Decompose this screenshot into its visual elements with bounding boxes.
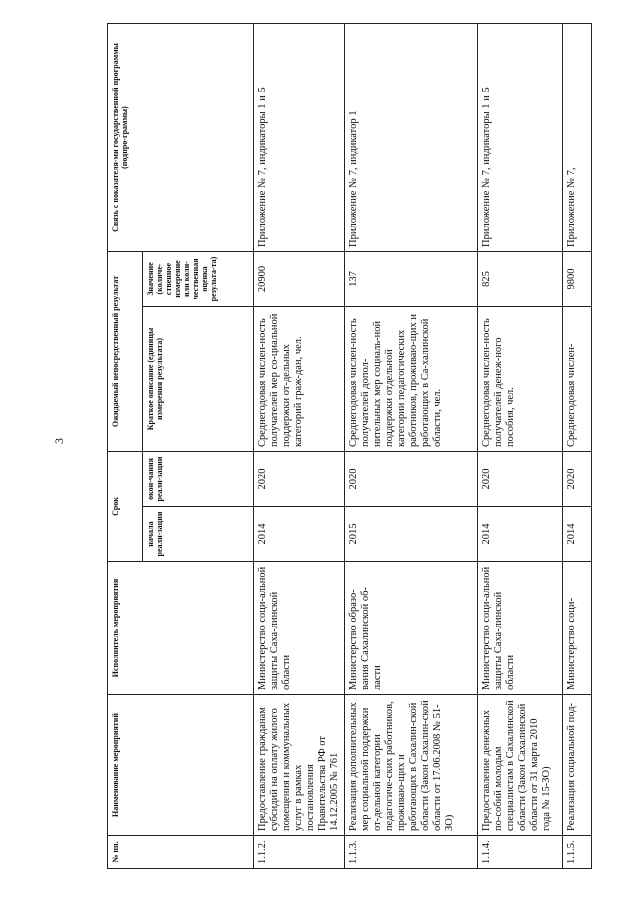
header-result-desc: Краткое описание (единицы измерения результата) bbox=[143, 307, 254, 452]
row-executor: Министерство соци- bbox=[563, 562, 592, 695]
row-name: Предоставление гражданам субсидий на оплату жилого помещения и коммунальных услуг в рамках постановления Правительства РФ от 14.12.2005 № 761 bbox=[254, 695, 345, 836]
table-row bbox=[254, 24, 345, 869]
row-num: 1.1.3. bbox=[345, 836, 478, 869]
header-result: Ожидаемый непосредственный результат bbox=[108, 252, 143, 452]
row-executor: Министерство соци-альной защиты Саха-линской области bbox=[254, 562, 345, 695]
table-row bbox=[478, 24, 563, 869]
row-num: 1.1.4. bbox=[478, 836, 563, 869]
row-value: 20900 bbox=[254, 252, 345, 307]
table-row bbox=[345, 24, 478, 869]
row-end: 2020 bbox=[254, 452, 345, 507]
row-desc: Среднегодовая числен- bbox=[563, 307, 592, 452]
row-link: Приложение № 7, индикатор 1 bbox=[345, 24, 478, 252]
row-executor: Министерство соци-альной защиты Саха-линской области bbox=[478, 562, 563, 695]
row-num: 1.1.2. bbox=[254, 836, 345, 869]
row-desc: Среднегодовая числен-ность получателей мер со-циальной поддержки от-дельных категорий граж-дан, чел. bbox=[254, 307, 345, 452]
row-end: 2020 bbox=[345, 452, 478, 507]
header-result-value: Значение (количе-ственное измерение или коли-чественная оценка результа-та) bbox=[143, 252, 254, 307]
row-start: 2015 bbox=[345, 507, 478, 562]
row-value: 825 bbox=[478, 252, 563, 307]
header-row-1 bbox=[108, 24, 143, 869]
row-link: Приложение № 7, bbox=[563, 24, 592, 252]
header-term-start: начала реали-зации bbox=[143, 507, 254, 562]
row-start: 2014 bbox=[478, 507, 563, 562]
header-num: № пп. bbox=[108, 836, 254, 869]
row-link: Приложение № 7, индикаторы 1 и 5 bbox=[478, 24, 563, 252]
header-term-end: окон-чания реали-зации bbox=[143, 452, 254, 507]
row-start: 2014 bbox=[563, 507, 592, 562]
table-row bbox=[563, 24, 592, 869]
row-end: 2020 bbox=[563, 452, 592, 507]
header-link: Связь с показателя-ми государственной программы (подпро-граммы) bbox=[108, 24, 254, 252]
row-name: Реализация социальной под- bbox=[563, 695, 592, 836]
row-end: 2020 bbox=[478, 452, 563, 507]
header-term: Срок bbox=[108, 452, 143, 562]
measures-table bbox=[107, 23, 592, 869]
row-desc: Среднегодовая числен-ность получателей денеж-ного пособия, чел. bbox=[478, 307, 563, 452]
row-name: Реализация дополнительных мер социальной поддержки от-дельной категории педагогиче-ских работников, проживаю-щих и работающих в Сахалин-ской области (Закон Сахалин-ской области от 17.06.2008 № 51-ЗО) bbox=[345, 695, 478, 836]
row-link: Приложение № 7, индикаторы 1 и 5 bbox=[254, 24, 345, 252]
row-name: Предоставление денежных по-собий молодым специалистам в Сахалинской области (Закон Сахалинской области от 31 марта 2010 года № 15-ЗО) bbox=[478, 695, 563, 836]
row-desc: Среднегодовая числен-ность получателей допол-нительных мер социаль-ной поддержки отдельной категории педагогических работников, проживаю-щих и работающих в Са-халинской области, чел. bbox=[345, 307, 478, 452]
rotated-table-container bbox=[107, 24, 579, 869]
row-start: 2014 bbox=[254, 507, 345, 562]
row-num: 1.1.5. bbox=[563, 836, 592, 869]
header-executor: Исполнитель мероприятия bbox=[108, 562, 254, 695]
page-number: 3 bbox=[52, 438, 66, 444]
row-value: 137 bbox=[345, 252, 478, 307]
row-executor: Министерство образо-вания Сахалинской об-ласти bbox=[345, 562, 478, 695]
row-value: 9800 bbox=[563, 252, 592, 307]
header-name: Наименование мероприятий bbox=[108, 695, 254, 836]
